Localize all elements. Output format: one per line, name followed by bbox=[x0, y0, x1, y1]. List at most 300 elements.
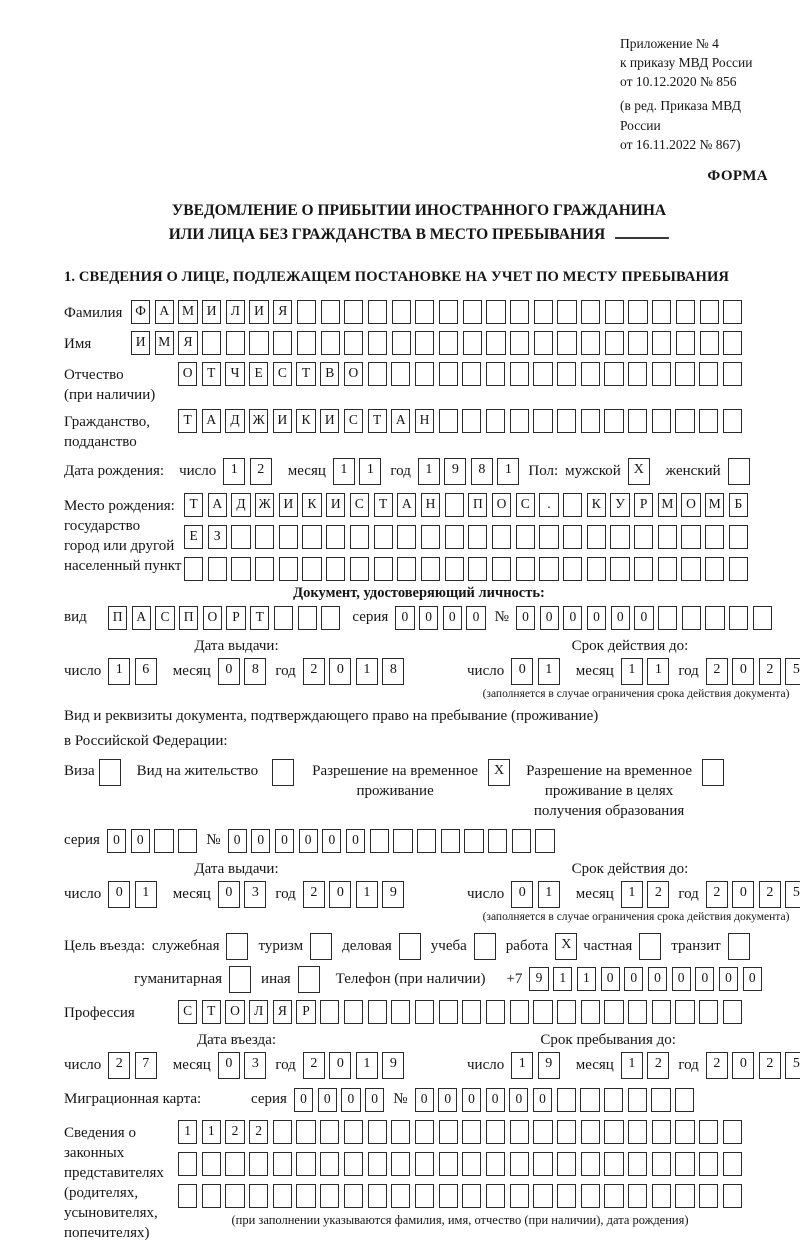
temp-residence-edu-checkbox[interactable] bbox=[702, 759, 724, 786]
char-cell[interactable] bbox=[533, 1000, 552, 1024]
char-cell[interactable] bbox=[439, 362, 458, 386]
entry-month-cells[interactable] bbox=[218, 1052, 267, 1079]
char-cell[interactable] bbox=[705, 606, 724, 630]
char-cell[interactable]: К bbox=[587, 493, 606, 517]
char-cell[interactable] bbox=[557, 362, 576, 386]
char-cell[interactable]: К bbox=[296, 409, 315, 433]
char-cell[interactable]: 0 bbox=[540, 606, 559, 630]
char-cell[interactable]: Я bbox=[273, 300, 292, 324]
char-cell[interactable]: 0 bbox=[634, 606, 653, 630]
char-cell[interactable]: 0 bbox=[587, 606, 606, 630]
mig-number-cells[interactable] bbox=[415, 1088, 695, 1112]
char-cell[interactable] bbox=[326, 525, 345, 549]
char-cell[interactable] bbox=[516, 525, 535, 549]
char-cell[interactable] bbox=[178, 1184, 197, 1208]
char-cell[interactable]: 9 bbox=[444, 458, 466, 485]
char-cell[interactable] bbox=[557, 331, 576, 355]
char-cell[interactable] bbox=[699, 1120, 718, 1144]
char-cell[interactable] bbox=[462, 1120, 481, 1144]
char-cell[interactable]: 0 bbox=[516, 606, 535, 630]
char-cell[interactable]: 0 bbox=[563, 606, 582, 630]
char-cell[interactable]: 0 bbox=[719, 967, 738, 991]
char-cell[interactable] bbox=[557, 1088, 576, 1112]
char-cell[interactable] bbox=[226, 331, 245, 355]
char-cell[interactable] bbox=[557, 300, 576, 324]
char-cell[interactable] bbox=[320, 1184, 339, 1208]
char-cell[interactable]: И bbox=[249, 300, 268, 324]
char-cell[interactable] bbox=[417, 829, 436, 853]
char-cell[interactable] bbox=[445, 493, 464, 517]
char-cell[interactable]: Е bbox=[184, 525, 203, 549]
char-cell[interactable]: И bbox=[202, 300, 221, 324]
char-cell[interactable]: О bbox=[178, 362, 197, 386]
char-cell[interactable] bbox=[468, 557, 487, 581]
char-cell[interactable] bbox=[605, 331, 624, 355]
char-cell[interactable] bbox=[557, 1184, 576, 1208]
char-cell[interactable] bbox=[557, 409, 576, 433]
char-cell[interactable] bbox=[723, 409, 742, 433]
char-cell[interactable] bbox=[391, 1184, 410, 1208]
name-cells[interactable] bbox=[131, 331, 742, 355]
char-cell[interactable] bbox=[610, 525, 629, 549]
char-cell[interactable]: 2 bbox=[647, 1052, 669, 1079]
char-cell[interactable] bbox=[535, 829, 554, 853]
char-cell[interactable]: П bbox=[179, 606, 198, 630]
char-cell[interactable] bbox=[675, 1152, 694, 1176]
tourism-checkbox[interactable] bbox=[310, 933, 332, 960]
char-cell[interactable]: 2 bbox=[647, 881, 669, 908]
char-cell[interactable] bbox=[581, 300, 600, 324]
char-cell[interactable] bbox=[231, 525, 250, 549]
char-cell[interactable] bbox=[604, 362, 623, 386]
char-cell[interactable]: 2 bbox=[706, 658, 728, 685]
char-cell[interactable]: 0 bbox=[732, 658, 754, 685]
char-cell[interactable]: 2 bbox=[250, 458, 272, 485]
char-cell[interactable]: И bbox=[326, 493, 345, 517]
res-series-cells[interactable] bbox=[107, 829, 197, 853]
entry-year-cells[interactable] bbox=[303, 1052, 405, 1079]
char-cell[interactable] bbox=[634, 525, 653, 549]
char-cell[interactable] bbox=[581, 409, 600, 433]
char-cell[interactable] bbox=[415, 1120, 434, 1144]
char-cell[interactable] bbox=[610, 557, 629, 581]
char-cell[interactable] bbox=[464, 829, 483, 853]
char-cell[interactable] bbox=[321, 331, 340, 355]
char-cell[interactable] bbox=[463, 300, 482, 324]
char-cell[interactable]: 0 bbox=[443, 606, 462, 630]
char-cell[interactable] bbox=[392, 331, 411, 355]
char-cell[interactable]: Р bbox=[226, 606, 245, 630]
doc-issue-day-cells[interactable] bbox=[108, 658, 157, 685]
char-cell[interactable] bbox=[421, 525, 440, 549]
char-cell[interactable]: 0 bbox=[318, 1088, 337, 1112]
entry-day-cells[interactable] bbox=[108, 1052, 157, 1079]
char-cell[interactable] bbox=[652, 362, 671, 386]
char-cell[interactable] bbox=[415, 1000, 434, 1024]
char-cell[interactable]: 0 bbox=[672, 967, 691, 991]
char-cell[interactable]: 1 bbox=[538, 881, 560, 908]
char-cell[interactable] bbox=[368, 300, 387, 324]
birth-place-cells-row3[interactable] bbox=[184, 557, 748, 581]
doc-issue-month-cells[interactable] bbox=[218, 658, 267, 685]
char-cell[interactable]: 1 bbox=[497, 458, 519, 485]
char-cell[interactable]: Ж bbox=[255, 493, 274, 517]
char-cell[interactable]: 3 bbox=[244, 1052, 266, 1079]
char-cell[interactable]: С bbox=[344, 409, 363, 433]
char-cell[interactable] bbox=[391, 1000, 410, 1024]
char-cell[interactable] bbox=[273, 331, 292, 355]
char-cell[interactable] bbox=[563, 493, 582, 517]
char-cell[interactable]: 0 bbox=[218, 881, 240, 908]
char-cell[interactable]: 1 bbox=[647, 658, 669, 685]
char-cell[interactable] bbox=[510, 1120, 529, 1144]
char-cell[interactable] bbox=[580, 1088, 599, 1112]
char-cell[interactable] bbox=[296, 1152, 315, 1176]
char-cell[interactable] bbox=[604, 1088, 623, 1112]
char-cell[interactable] bbox=[729, 606, 748, 630]
char-cell[interactable]: Ч bbox=[225, 362, 244, 386]
char-cell[interactable] bbox=[705, 557, 724, 581]
char-cell[interactable]: 0 bbox=[695, 967, 714, 991]
char-cell[interactable]: Т bbox=[178, 409, 197, 433]
char-cell[interactable] bbox=[439, 331, 458, 355]
char-cell[interactable] bbox=[557, 1120, 576, 1144]
char-cell[interactable]: Т bbox=[374, 493, 393, 517]
char-cell[interactable] bbox=[534, 300, 553, 324]
char-cell[interactable]: З bbox=[208, 525, 227, 549]
char-cell[interactable] bbox=[675, 409, 694, 433]
char-cell[interactable] bbox=[581, 362, 600, 386]
char-cell[interactable]: Е bbox=[249, 362, 268, 386]
char-cell[interactable] bbox=[302, 525, 321, 549]
char-cell[interactable]: 8 bbox=[471, 458, 493, 485]
char-cell[interactable] bbox=[675, 1000, 694, 1024]
char-cell[interactable] bbox=[658, 525, 677, 549]
char-cell[interactable]: 2 bbox=[759, 881, 781, 908]
char-cell[interactable] bbox=[326, 557, 345, 581]
char-cell[interactable] bbox=[652, 300, 671, 324]
char-cell[interactable] bbox=[439, 409, 458, 433]
char-cell[interactable] bbox=[231, 557, 250, 581]
char-cell[interactable]: 1 bbox=[511, 1052, 533, 1079]
char-cell[interactable]: 0 bbox=[395, 606, 414, 630]
char-cell[interactable]: 1 bbox=[621, 1052, 643, 1079]
char-cell[interactable] bbox=[391, 362, 410, 386]
char-cell[interactable] bbox=[539, 557, 558, 581]
char-cell[interactable]: Т bbox=[202, 362, 221, 386]
res-valid-year-cells[interactable] bbox=[706, 881, 800, 908]
char-cell[interactable] bbox=[604, 1152, 623, 1176]
char-cell[interactable] bbox=[391, 1152, 410, 1176]
char-cell[interactable] bbox=[512, 829, 531, 853]
char-cell[interactable]: А bbox=[208, 493, 227, 517]
char-cell[interactable]: Т bbox=[296, 362, 315, 386]
char-cell[interactable] bbox=[368, 362, 387, 386]
char-cell[interactable] bbox=[605, 300, 624, 324]
char-cell[interactable] bbox=[344, 1120, 363, 1144]
char-cell[interactable] bbox=[563, 525, 582, 549]
char-cell[interactable]: 0 bbox=[509, 1088, 528, 1112]
char-cell[interactable] bbox=[184, 557, 203, 581]
doc-issue-year-cells[interactable] bbox=[303, 658, 405, 685]
char-cell[interactable] bbox=[652, 1152, 671, 1176]
char-cell[interactable] bbox=[249, 331, 268, 355]
char-cell[interactable] bbox=[439, 1120, 458, 1144]
char-cell[interactable]: Л bbox=[226, 300, 245, 324]
char-cell[interactable]: 0 bbox=[533, 1088, 552, 1112]
char-cell[interactable]: 1 bbox=[178, 1120, 197, 1144]
transit-checkbox[interactable] bbox=[728, 933, 750, 960]
res-number-cells[interactable] bbox=[228, 829, 555, 853]
char-cell[interactable] bbox=[397, 557, 416, 581]
char-cell[interactable]: 2 bbox=[303, 881, 325, 908]
char-cell[interactable] bbox=[510, 300, 529, 324]
char-cell[interactable]: О bbox=[225, 1000, 244, 1024]
char-cell[interactable] bbox=[178, 1152, 197, 1176]
char-cell[interactable] bbox=[486, 1120, 505, 1144]
char-cell[interactable]: 9 bbox=[382, 1052, 404, 1079]
char-cell[interactable]: Р bbox=[634, 493, 653, 517]
char-cell[interactable] bbox=[557, 1152, 576, 1176]
char-cell[interactable] bbox=[297, 331, 316, 355]
char-cell[interactable] bbox=[628, 362, 647, 386]
char-cell[interactable] bbox=[652, 1184, 671, 1208]
char-cell[interactable]: 0 bbox=[218, 658, 240, 685]
char-cell[interactable]: 0 bbox=[346, 829, 365, 853]
char-cell[interactable] bbox=[728, 458, 750, 485]
doc-valid-year-cells[interactable] bbox=[706, 658, 800, 685]
male-checkbox[interactable] bbox=[628, 458, 650, 485]
char-cell[interactable] bbox=[202, 331, 221, 355]
char-cell[interactable]: С bbox=[155, 606, 174, 630]
char-cell[interactable] bbox=[628, 300, 647, 324]
char-cell[interactable]: 1 bbox=[577, 967, 596, 991]
char-cell[interactable] bbox=[273, 1120, 292, 1144]
char-cell[interactable]: 0 bbox=[251, 829, 270, 853]
char-cell[interactable] bbox=[510, 1000, 529, 1024]
char-cell[interactable] bbox=[391, 1120, 410, 1144]
char-cell[interactable]: 0 bbox=[218, 1052, 240, 1079]
char-cell[interactable] bbox=[374, 525, 393, 549]
doc-number-cells[interactable] bbox=[516, 606, 772, 630]
char-cell[interactable]: А bbox=[155, 300, 174, 324]
char-cell[interactable] bbox=[675, 1088, 694, 1112]
char-cell[interactable] bbox=[350, 557, 369, 581]
char-cell[interactable]: 0 bbox=[419, 606, 438, 630]
char-cell[interactable] bbox=[393, 829, 412, 853]
residence-permit-checkbox[interactable] bbox=[272, 759, 294, 786]
char-cell[interactable]: 0 bbox=[466, 606, 485, 630]
char-cell[interactable]: 0 bbox=[131, 829, 150, 853]
char-cell[interactable] bbox=[421, 557, 440, 581]
char-cell[interactable]: С bbox=[516, 493, 535, 517]
char-cell[interactable]: 0 bbox=[322, 829, 341, 853]
char-cell[interactable] bbox=[700, 300, 719, 324]
char-cell[interactable]: 2 bbox=[225, 1120, 244, 1144]
char-cell[interactable] bbox=[486, 300, 505, 324]
char-cell[interactable] bbox=[439, 300, 458, 324]
char-cell[interactable]: 0 bbox=[329, 658, 351, 685]
char-cell[interactable]: В bbox=[320, 362, 339, 386]
char-cell[interactable]: 0 bbox=[732, 1052, 754, 1079]
char-cell[interactable] bbox=[297, 300, 316, 324]
char-cell[interactable]: 0 bbox=[275, 829, 294, 853]
char-cell[interactable] bbox=[510, 1184, 529, 1208]
char-cell[interactable]: О bbox=[492, 493, 511, 517]
char-cell[interactable] bbox=[753, 606, 772, 630]
char-cell[interactable] bbox=[296, 1184, 315, 1208]
char-cell[interactable]: П bbox=[108, 606, 127, 630]
char-cell[interactable]: Я bbox=[273, 1000, 292, 1024]
surname-cells[interactable] bbox=[131, 300, 742, 324]
char-cell[interactable] bbox=[628, 1088, 647, 1112]
res-issue-year-cells[interactable] bbox=[303, 881, 405, 908]
char-cell[interactable] bbox=[302, 557, 321, 581]
char-cell[interactable]: П bbox=[468, 493, 487, 517]
char-cell[interactable]: 1 bbox=[135, 881, 157, 908]
stay-year-cells[interactable] bbox=[706, 1052, 800, 1079]
business-checkbox[interactable] bbox=[399, 933, 421, 960]
res-valid-day-cells[interactable] bbox=[511, 881, 560, 908]
char-cell[interactable] bbox=[320, 1000, 339, 1024]
birth-place-cells-row1[interactable] bbox=[184, 493, 748, 517]
char-cell[interactable] bbox=[397, 525, 416, 549]
char-cell[interactable] bbox=[533, 1152, 552, 1176]
char-cell[interactable] bbox=[229, 966, 251, 993]
humanitarian-checkbox[interactable] bbox=[229, 966, 251, 993]
representatives-cells-row1[interactable] bbox=[178, 1120, 742, 1144]
char-cell[interactable]: Н bbox=[415, 409, 434, 433]
char-cell[interactable] bbox=[392, 300, 411, 324]
char-cell[interactable]: 0 bbox=[732, 881, 754, 908]
char-cell[interactable] bbox=[462, 1184, 481, 1208]
char-cell[interactable] bbox=[723, 362, 742, 386]
birth-year-cells[interactable] bbox=[418, 458, 520, 485]
char-cell[interactable]: 5 bbox=[785, 658, 800, 685]
char-cell[interactable] bbox=[510, 1152, 529, 1176]
char-cell[interactable] bbox=[676, 300, 695, 324]
char-cell[interactable]: 1 bbox=[202, 1120, 221, 1144]
char-cell[interactable] bbox=[279, 557, 298, 581]
res-issue-month-cells[interactable] bbox=[218, 881, 267, 908]
char-cell[interactable] bbox=[486, 331, 505, 355]
char-cell[interactable] bbox=[178, 829, 197, 853]
char-cell[interactable]: О bbox=[344, 362, 363, 386]
char-cell[interactable] bbox=[298, 606, 317, 630]
char-cell[interactable] bbox=[675, 1120, 694, 1144]
char-cell[interactable]: X bbox=[555, 933, 577, 960]
char-cell[interactable]: 1 bbox=[356, 881, 378, 908]
char-cell[interactable] bbox=[628, 331, 647, 355]
char-cell[interactable]: 9 bbox=[382, 881, 404, 908]
char-cell[interactable] bbox=[225, 1152, 244, 1176]
char-cell[interactable] bbox=[321, 606, 340, 630]
char-cell[interactable] bbox=[699, 409, 718, 433]
char-cell[interactable] bbox=[652, 1120, 671, 1144]
char-cell[interactable] bbox=[399, 933, 421, 960]
birth-place-cells-row2[interactable] bbox=[184, 525, 748, 549]
char-cell[interactable] bbox=[344, 331, 363, 355]
representatives-cells-row3[interactable] bbox=[178, 1184, 742, 1208]
char-cell[interactable] bbox=[415, 1152, 434, 1176]
char-cell[interactable]: М bbox=[155, 331, 174, 355]
char-cell[interactable] bbox=[700, 331, 719, 355]
char-cell[interactable] bbox=[634, 557, 653, 581]
char-cell[interactable] bbox=[272, 759, 294, 786]
char-cell[interactable] bbox=[415, 331, 434, 355]
char-cell[interactable] bbox=[723, 300, 742, 324]
char-cell[interactable]: 2 bbox=[249, 1120, 268, 1144]
char-cell[interactable] bbox=[563, 557, 582, 581]
char-cell[interactable]: С bbox=[350, 493, 369, 517]
char-cell[interactable]: Я bbox=[178, 331, 197, 355]
phone-number-cells[interactable] bbox=[529, 967, 761, 991]
char-cell[interactable] bbox=[344, 1152, 363, 1176]
char-cell[interactable] bbox=[699, 1152, 718, 1176]
char-cell[interactable]: 0 bbox=[648, 967, 667, 991]
char-cell[interactable]: Т bbox=[368, 409, 387, 433]
stay-month-cells[interactable] bbox=[621, 1052, 670, 1079]
char-cell[interactable] bbox=[273, 1152, 292, 1176]
study-checkbox[interactable] bbox=[474, 933, 496, 960]
work-checkbox[interactable] bbox=[555, 933, 577, 960]
char-cell[interactable] bbox=[516, 557, 535, 581]
char-cell[interactable] bbox=[539, 525, 558, 549]
char-cell[interactable]: 0 bbox=[601, 967, 620, 991]
char-cell[interactable]: 1 bbox=[108, 658, 130, 685]
char-cell[interactable] bbox=[728, 933, 750, 960]
doc-valid-day-cells[interactable] bbox=[511, 658, 560, 685]
char-cell[interactable]: Л bbox=[249, 1000, 268, 1024]
char-cell[interactable] bbox=[249, 1152, 268, 1176]
char-cell[interactable] bbox=[628, 1184, 647, 1208]
char-cell[interactable] bbox=[533, 362, 552, 386]
char-cell[interactable] bbox=[658, 606, 677, 630]
char-cell[interactable]: 0 bbox=[486, 1088, 505, 1112]
char-cell[interactable]: X bbox=[488, 759, 510, 786]
char-cell[interactable]: М bbox=[705, 493, 724, 517]
char-cell[interactable] bbox=[320, 1120, 339, 1144]
char-cell[interactable] bbox=[486, 362, 505, 386]
char-cell[interactable]: Т bbox=[202, 1000, 221, 1024]
char-cell[interactable] bbox=[729, 557, 748, 581]
char-cell[interactable]: X bbox=[628, 458, 650, 485]
char-cell[interactable]: А bbox=[132, 606, 151, 630]
char-cell[interactable]: 5 bbox=[785, 1052, 800, 1079]
char-cell[interactable] bbox=[370, 829, 389, 853]
char-cell[interactable] bbox=[202, 1184, 221, 1208]
char-cell[interactable] bbox=[439, 1152, 458, 1176]
char-cell[interactable]: А bbox=[202, 409, 221, 433]
stay-day-cells[interactable] bbox=[511, 1052, 560, 1079]
char-cell[interactable]: 0 bbox=[108, 881, 130, 908]
char-cell[interactable]: Ж bbox=[249, 409, 268, 433]
char-cell[interactable]: Б bbox=[729, 493, 748, 517]
char-cell[interactable] bbox=[208, 557, 227, 581]
char-cell[interactable]: 1 bbox=[223, 458, 245, 485]
char-cell[interactable] bbox=[474, 933, 496, 960]
char-cell[interactable] bbox=[296, 1120, 315, 1144]
char-cell[interactable] bbox=[486, 1152, 505, 1176]
char-cell[interactable] bbox=[492, 557, 511, 581]
char-cell[interactable] bbox=[604, 409, 623, 433]
char-cell[interactable] bbox=[723, 1184, 742, 1208]
char-cell[interactable] bbox=[445, 557, 464, 581]
char-cell[interactable] bbox=[368, 1120, 387, 1144]
char-cell[interactable] bbox=[587, 557, 606, 581]
profession-cells[interactable] bbox=[178, 1000, 742, 1024]
char-cell[interactable]: О bbox=[681, 493, 700, 517]
